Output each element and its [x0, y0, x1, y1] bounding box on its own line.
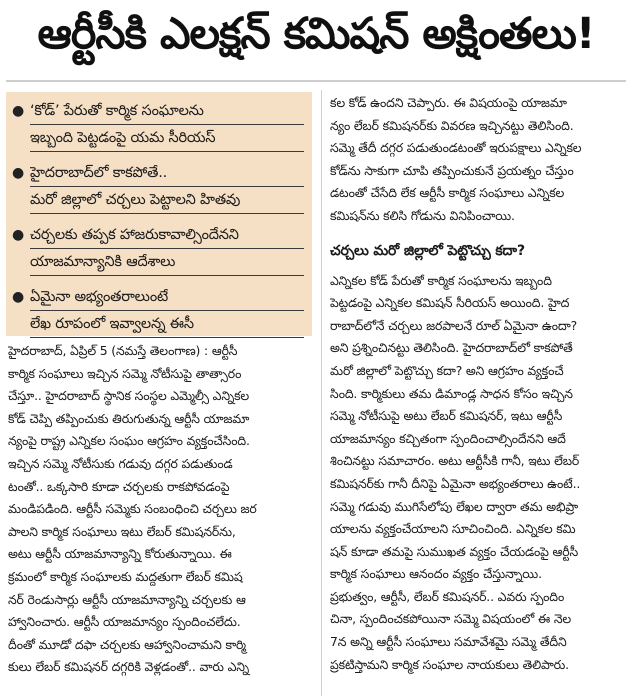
body-line: హ్వానించారు. ఆర్టీసీ యాజమాన్యం స్పందించలేదు.: [8, 614, 241, 630]
body-line: ప్రకటిస్తామని కార్మిక సంఘాల నాయకులు తెలిపారు.: [330, 656, 569, 672]
highlight-line: ‘కోడ్’ పేరుతో కార్మిక సంఘాలను: [30, 98, 304, 125]
body-line: రాబాద్‌లోనే చర్చలు జరపాలనే రూల్ ఏమైనా ఉందా?: [330, 317, 577, 333]
body-line: కులు లేబర్ కమిషనర్ దగ్గరికి వెళ్లడంతో.. వారు ఎన్ని: [8, 659, 250, 675]
bullet-icon: ●: [12, 227, 25, 243]
body-line: క్రమంలో కార్మిక సంఘాలకు మద్దతుగా లేబర్ కమిష: [8, 568, 243, 584]
body-line: న్యం లేబర్ కమిషనర్‌కు వివరణ ఇచ్చినట్టు తెలిసింది.: [330, 117, 574, 133]
headline-rule: [6, 80, 626, 82]
highlight-item: [12, 98, 304, 152]
body-line: యాలను వ్యక్తంచేయాలని సూచించింది. ఎన్నికల కమి: [330, 521, 576, 537]
body-line: న్యంపై రాష్ట్ర ఎన్నికల సంఘం ఆగ్రహం వ్యక్తంచేసింది.: [8, 433, 250, 449]
highlight-line: యాజమాన్యానికి ఆదేశాలు: [30, 249, 304, 276]
body-line: ఎన్నికల కోడ్ పేరుతో కార్మిక సంఘాలను ఇబ్బంది: [330, 272, 552, 288]
body-line: కల కోడ్ ఉందని చెప్పారు. ఈ విషయంపై యాజమా: [330, 95, 567, 110]
body-line: యాజమాన్యం కచ్చితంగా స్పందించాల్సిందేనని ఆదే: [330, 430, 566, 446]
highlights-box: [6, 92, 312, 336]
body-line: సమ్మె తేదీ దగ్గర పడుతుండటంతో ఇరుపక్షాలు ఎన్నికల: [330, 140, 582, 156]
body-line: సింది. కార్మికులు తమ డిమాండ్ల సాధన కోసం ఇచ్చిన: [330, 385, 573, 401]
body-line: ఇచ్చిన సమ్మె నోటీసుకు గడువు దగ్గర పడుతుండ: [8, 455, 233, 471]
body-line: పెట్టడంపై ఎన్నికల కమిషన్ సీరియస్ అయింది. హైద: [330, 295, 570, 311]
body-line: డటంతో చేసేది లేక ఆర్టీసీ కార్మిక సంఘాలు ఎన్నికల: [330, 185, 565, 201]
body-line: కమిషనర్‌కు గానీ దీనిపై ఏమైనా అభ్యంతరాలు ఉంటే..: [330, 475, 581, 491]
column-divider: [321, 90, 322, 696]
subheading: చర్చలు మరో జిల్లాలో పెట్టొచ్చు కదా?: [330, 242, 525, 259]
bullet-icon: ●: [12, 165, 25, 181]
highlight-line: ఏమైనా అభ్యంతరాలుంటే: [30, 284, 304, 311]
body-line: చినా, స్పందించకపోయినా సమ్మె విషయంలో ఈ నెల: [330, 611, 572, 627]
body-line: చేస్తూ.. హైదరాబాద్ స్థానిక సంస్థల ఎమ్మెల్సీ ఎన్నికల: [8, 388, 250, 404]
body-line: సమ్మె నోటీసుపై అటు లేబర్ కమిషనర్, ఇటు ఆర్టీసీ: [330, 408, 563, 424]
body-line: దీంతో మూడో దఫా చర్చలకు ఆహ్వానించామని కార్మి: [8, 636, 246, 652]
body-line: శించినట్టు సమాచారం. అటు ఆర్టీసీకి గానీ, ఇటు లేబర్: [330, 453, 580, 469]
body-line: పాలని కార్మిక సంఘాలు ఇటు లేబర్ కమిషనర్‌ను,: [8, 523, 236, 539]
body-line: కమిషన్‌ను కలిసి గోడును వినిపించాయి.: [330, 207, 515, 223]
highlight-line: మరో జిల్లాలో చర్చలు పెట్టాలని హితవు: [30, 187, 304, 214]
highlight-item: [12, 284, 304, 338]
body-line: నర్ రెండుసార్లు ఆర్టీసీ యాజమాన్యాన్ని చర్చలకు ఆ: [8, 591, 246, 607]
body-line: హైదరాబాద్, ఏప్రిల్ 5 (నమస్తే తెలంగాణ) : ఆర్టీసీ: [8, 343, 238, 358]
body-line: మండిపడింది. ఆర్టీసీ సమ్మెకు సంబంధించి చర్చలు జర: [8, 501, 257, 517]
body-line: అటు ఆర్టీసీ యాజమాన్యాన్ని కోరుతున్నాయి. ఈ: [8, 546, 232, 562]
headline: ఆర్టీసీకి ఎలక్షన్ కమిషన్ అక్షింతలు!: [37, 9, 595, 59]
body-line: టంతో.. ఒక్కసారి కూడా చర్చలకు రాకపోవడంపై: [8, 478, 230, 494]
body-line: కార్మిక సంఘాలు ఇచ్చిన సమ్మె నోటీసుపై తాత్సారం: [8, 365, 242, 381]
body-line: కోడ్ చెప్పి తప్పించుకు తిరుగుతున్న ఆర్టీసీ యాజమా: [8, 410, 250, 426]
body-line: కోడ్‌ను సాకుగా చూపి తప్పించుకునే ప్రయత్నం చేస్తుం: [330, 162, 574, 178]
highlight-item: [12, 160, 304, 214]
highlight-line: ఇబ్బంది పెట్టడంపై యమ సీరియస్: [30, 125, 304, 152]
highlight-item: [12, 222, 304, 276]
highlight-line: లేఖ రూపంలో ఇవ్వాలన్న ఈసీ: [30, 311, 304, 338]
bullet-icon: ●: [12, 289, 25, 305]
bullet-icon: ●: [12, 103, 25, 119]
body-line: అని ప్రశ్నించినట్టు తెలిసింది. హైదరాబాద్‌లో కాకపోతే: [330, 340, 573, 356]
body-line: కార్మిక సంఘాలు ఆనందం వ్యక్తం చేస్తున్నాయి.: [330, 566, 542, 582]
left-column: [8, 340, 314, 679]
body-line: మరో జిల్లాలో పెట్టొచ్చు కదా? అని ఆగ్రహం వ్యక్తంచే: [330, 362, 564, 378]
right-column: [330, 92, 626, 676]
body-line: 7న అన్ని ఆర్టీసీ సంఘాలు సమావేశమై సమ్మె తేదీని: [330, 634, 567, 650]
body-line: సమ్మె గడువు ముగిసేలోపు లేఖల ద్వారా తమ అభిప్రా: [330, 498, 579, 514]
highlight-line: చర్చలకు తప్పక హాజరుకావాల్సిందేనని: [30, 222, 304, 249]
highlight-line: హైదరాబాద్‌లో కాకపోతే..: [30, 160, 304, 187]
body-line: ప్రభుత్వం, ఆర్టీసీ, లేబర్ కమిషనర్.. ఎవరు స్పందిం: [330, 588, 565, 604]
body-line: షన్ కూడా తమపై సుముఖత వ్యక్తం చేయడంపై ఆర్టీసీ: [330, 543, 579, 559]
